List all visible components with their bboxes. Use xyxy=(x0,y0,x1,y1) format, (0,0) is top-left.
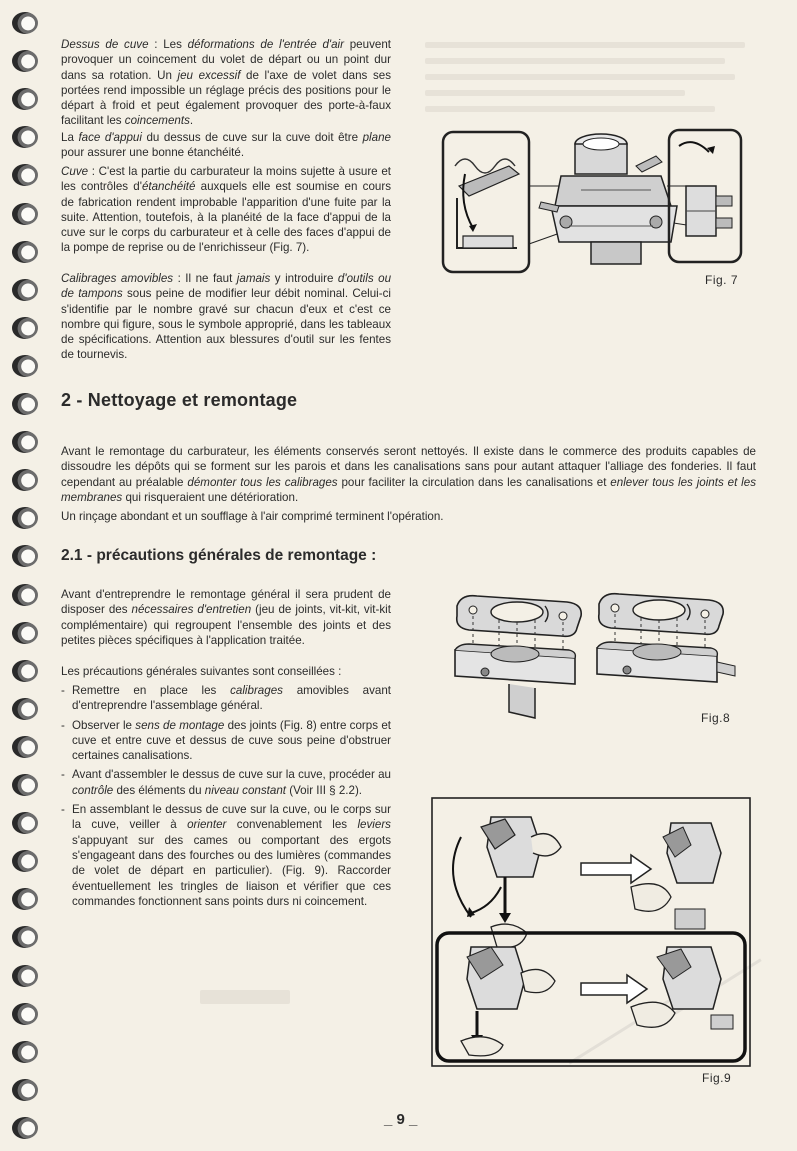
binder-hole xyxy=(12,355,38,377)
figure-7-carburetor-illustration xyxy=(441,126,743,274)
intro-paragraph-calibrages: Calibrages amovibles : Il ne faut jamais y introduire d'outils ou de tampons sous peine de modifier leur débit nominal. Celui-ci s'identifie par le nombre gravé sur chacun d'eux et c'est ce nombre qui figure, sous le symbole approprié, dans les tableaux de spécifications. Attention aux blessures d'outil sur les fentes de tournevis. xyxy=(61,272,392,362)
section-2-paragraph-cleaning: Avant le remontage du carburateur, les éléments conservés seront nettoyés. Il existe dans le commerce des produits capables de dissoudre les dépôts qui se forment sur les parois et dans les canalisations sans pour autant attaquer l'alliage des fonderies. Il faut cependant au préalable démonter tous les calibrages pour faciliter la circulation dans les canalisations et enlever tous les joints et les membranes qui risqueraient une détérioration. xyxy=(61,445,756,504)
binder-hole xyxy=(12,203,38,225)
binder-hole xyxy=(12,507,38,529)
binder-hole xyxy=(12,660,38,682)
binder-hole xyxy=(12,545,38,567)
binder-hole xyxy=(12,965,38,987)
binder-hole xyxy=(12,1117,38,1139)
binder-hole xyxy=(12,812,38,834)
binder-hole xyxy=(12,241,38,263)
binder-hole xyxy=(12,126,38,148)
figure-8-caption: Fig.8 xyxy=(701,711,731,725)
section-2-heading: 2 - Nettoyage et remontage xyxy=(61,390,298,410)
figure-9-lever-illustration xyxy=(431,797,751,1067)
binder-hole xyxy=(12,393,38,415)
intro-paragraph-cuve: Cuve : C'est la partie du carburateur la moins sujette à usure et les contrôles d'étanchéité auxquels elle est soumise en cours de fabrication rendent improbable l'apparition d'une fuite par la suite. Attention, toutefois, à la planéité de la face d'appui de la cuve sur le corps du carburateur et à celle des faces d'appui de la pompe de reprise ou de l'enrichisseur (Fig. 7). xyxy=(61,165,392,255)
precaution-item-2: - Observer le sens de montage des joints (Fig. 8) entre corps et cuve et entre cuve et dessus de cuve sous peine d'obstruer certaines canalisations. xyxy=(61,718,391,764)
binder-hole xyxy=(12,698,38,720)
binder-hole xyxy=(12,584,38,606)
binder-hole xyxy=(12,926,38,948)
binder-hole xyxy=(12,1079,38,1101)
page-number: _ 9 _ xyxy=(384,1111,418,1128)
precautions-list xyxy=(61,683,391,913)
binder-hole xyxy=(12,50,38,72)
intro-paragraph-face-appui: La face d'appui du dessus de cuve sur la cuve doit être plane pour assurer une bonne étanchéité. xyxy=(61,131,391,160)
intro-paragraph-dessus-de-cuve: Dessus de cuve : Les déformations de l'entrée d'air peuvent provoquer un coincement du volet de départ ou un point dur dans sa rotation. Un jeu excessif de l'axe de volet dans ses portées rend impossible un réglage précis des positions pour le départ à froid et peut également provoquer des porte-à-faux facilitant les coincements. xyxy=(61,38,391,128)
binder-hole xyxy=(12,774,38,796)
figure-8-gasket-illustration xyxy=(449,590,739,720)
binder-hole xyxy=(12,622,38,644)
section-2-1-paragraph-precautions: Les précautions générales suivantes sont conseillées : xyxy=(61,665,342,678)
binder-hole xyxy=(12,164,38,186)
precaution-item-4: - En assemblant le dessus de cuve sur la cuve, ou le corps sur la cuve, veiller à orienter convenablement les leviers s'appuyant sur des cames ou comportant des ergots s'engageant dans des fourches ou des lumières (commandes de volet de départ en particulier). (Fig. 9). Raccorder éventuellement les tringles de liaison et vérifier que ces commandes fonctionnent sans points durs ni coincement. xyxy=(61,802,391,909)
binder-hole xyxy=(12,469,38,491)
precaution-item-1: - Remettre en place les calibrages amovibles avant d'entreprendre l'assemblage général. xyxy=(61,683,391,714)
binder-hole xyxy=(12,317,38,339)
binder-hole xyxy=(12,88,38,110)
binder-hole xyxy=(12,888,38,910)
binder-hole xyxy=(12,1041,38,1063)
binder-hole xyxy=(12,12,38,34)
binder-hole xyxy=(12,431,38,453)
binder-hole xyxy=(12,850,38,872)
binder-holes xyxy=(0,0,44,1151)
binder-hole xyxy=(12,736,38,758)
binder-hole xyxy=(12,279,38,301)
precaution-item-3: - Avant d'assembler le dessus de cuve sur la cuve, procéder au contrôle des éléments du niveau constant (Voir III § 2.2). xyxy=(61,767,391,798)
section-2-1-heading: 2.1 - précautions générales de remontage : xyxy=(61,547,377,564)
figure-9-caption: Fig.9 xyxy=(702,1071,732,1085)
section-2-1-paragraph-kits: Avant d'entreprendre le remontage général il sera prudent de disposer des nécessaires d'entretien (jeu de joints, vit-kit, vit-kit complémentaire) qui regroupent l'ensemble des joints et des petites pièces spécifiques à l'application traitée. xyxy=(61,588,391,647)
section-2-paragraph-rinsing: Un rinçage abondant et un soufflage à l'air comprimé terminent l'opération. xyxy=(61,510,444,523)
binder-hole xyxy=(12,1003,38,1025)
figure-7-caption: Fig. 7 xyxy=(705,273,739,287)
